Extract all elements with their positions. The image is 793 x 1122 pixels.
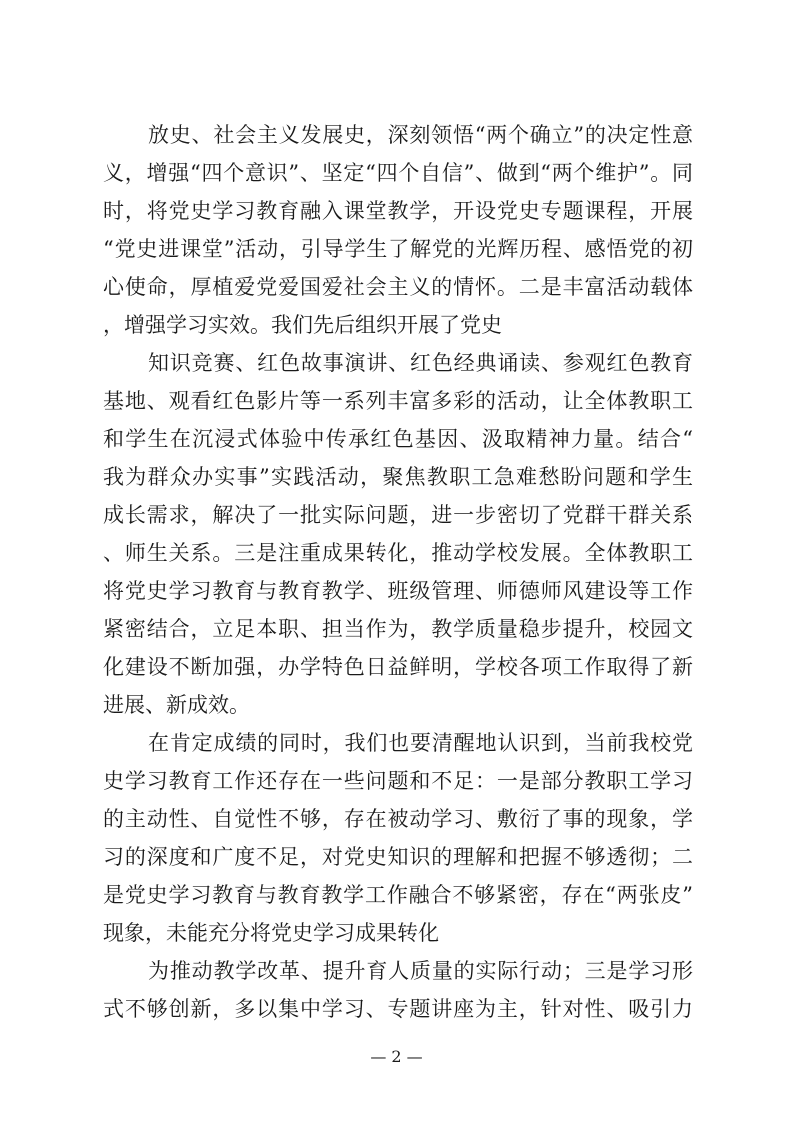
text-line: 式不够创新，多以集中学习、专题讲座为主，针对性、吸引力 xyxy=(103,997,693,1021)
text-line: 基地、观看红色影片等一系列丰富多彩的活动，让全体教职工 xyxy=(103,389,693,413)
text-line: 是党史学习教育与教育教学工作融合不够紧密，存在“两张皮” xyxy=(103,883,693,907)
text-line: 和学生在沉浸式体验中传承红色基因、汲取精神力量。结合“ xyxy=(103,427,693,451)
text-line: 将党史学习教育与教育教学、班级管理、师德师风建设等工作 xyxy=(103,579,693,603)
text-line: 史学习教育工作还存在一些问题和不足：一是部分教职工学习 xyxy=(103,769,693,793)
text-line: 时，将党史学习教育融入课堂教学，开设党史专题课程，开展 xyxy=(103,199,693,223)
text-line: 进展、新成效。 xyxy=(103,693,250,717)
text-line: 心使命，厚植爱党爱国爱社会主义的情怀。二是丰富活动载体 xyxy=(103,275,693,299)
text-line: 的主动性、自觉性不够，存在被动学习、敷衍了事的现象，学 xyxy=(103,807,693,831)
text-line: “党史进课堂”活动，引导学生了解党的光辉历程、感悟党的初 xyxy=(103,237,693,261)
text-line: 放史、社会主义发展史，深刻领悟“两个确立”的决定性意 xyxy=(148,123,693,147)
text-line: 知识竞赛、红色故事演讲、红色经典诵读、参观红色教育 xyxy=(148,351,693,375)
text-line: 成长需求，解决了一批实际问题，进一步密切了党群干群关系 xyxy=(103,503,693,527)
page-number: — 2 — xyxy=(370,1047,423,1066)
text-line: 在肯定成绩的同时，我们也要清醒地认识到，当前我校党 xyxy=(148,731,693,755)
text-line: 义，增强“四个意识”、坚定“四个自信”、做到“两个维护”。同 xyxy=(103,161,693,185)
text-line: 、师生关系。三是注重成果转化，推动学校发展。全体教职工 xyxy=(103,541,693,565)
text-line: ，增强学习实效。我们先后组织开展了党史 xyxy=(103,313,502,337)
text-line: 为推动教学改革、提升育人质量的实际行动；三是学习形 xyxy=(148,959,693,983)
text-line: 紧密结合，立足本职、担当作为，教学质量稳步提升，校园文 xyxy=(103,617,693,641)
text-line: 现象，未能充分将党史学习成果转化 xyxy=(103,921,439,945)
text-line: 习的深度和广度不足，对党史知识的理解和把握不够透彻；二 xyxy=(103,845,693,869)
text-line: 化建设不断加强，办学特色日益鲜明，学校各项工作取得了新 xyxy=(103,655,693,679)
text-line: 我为群众办实事”实践活动，聚焦教职工急难愁盼问题和学生 xyxy=(103,465,693,489)
